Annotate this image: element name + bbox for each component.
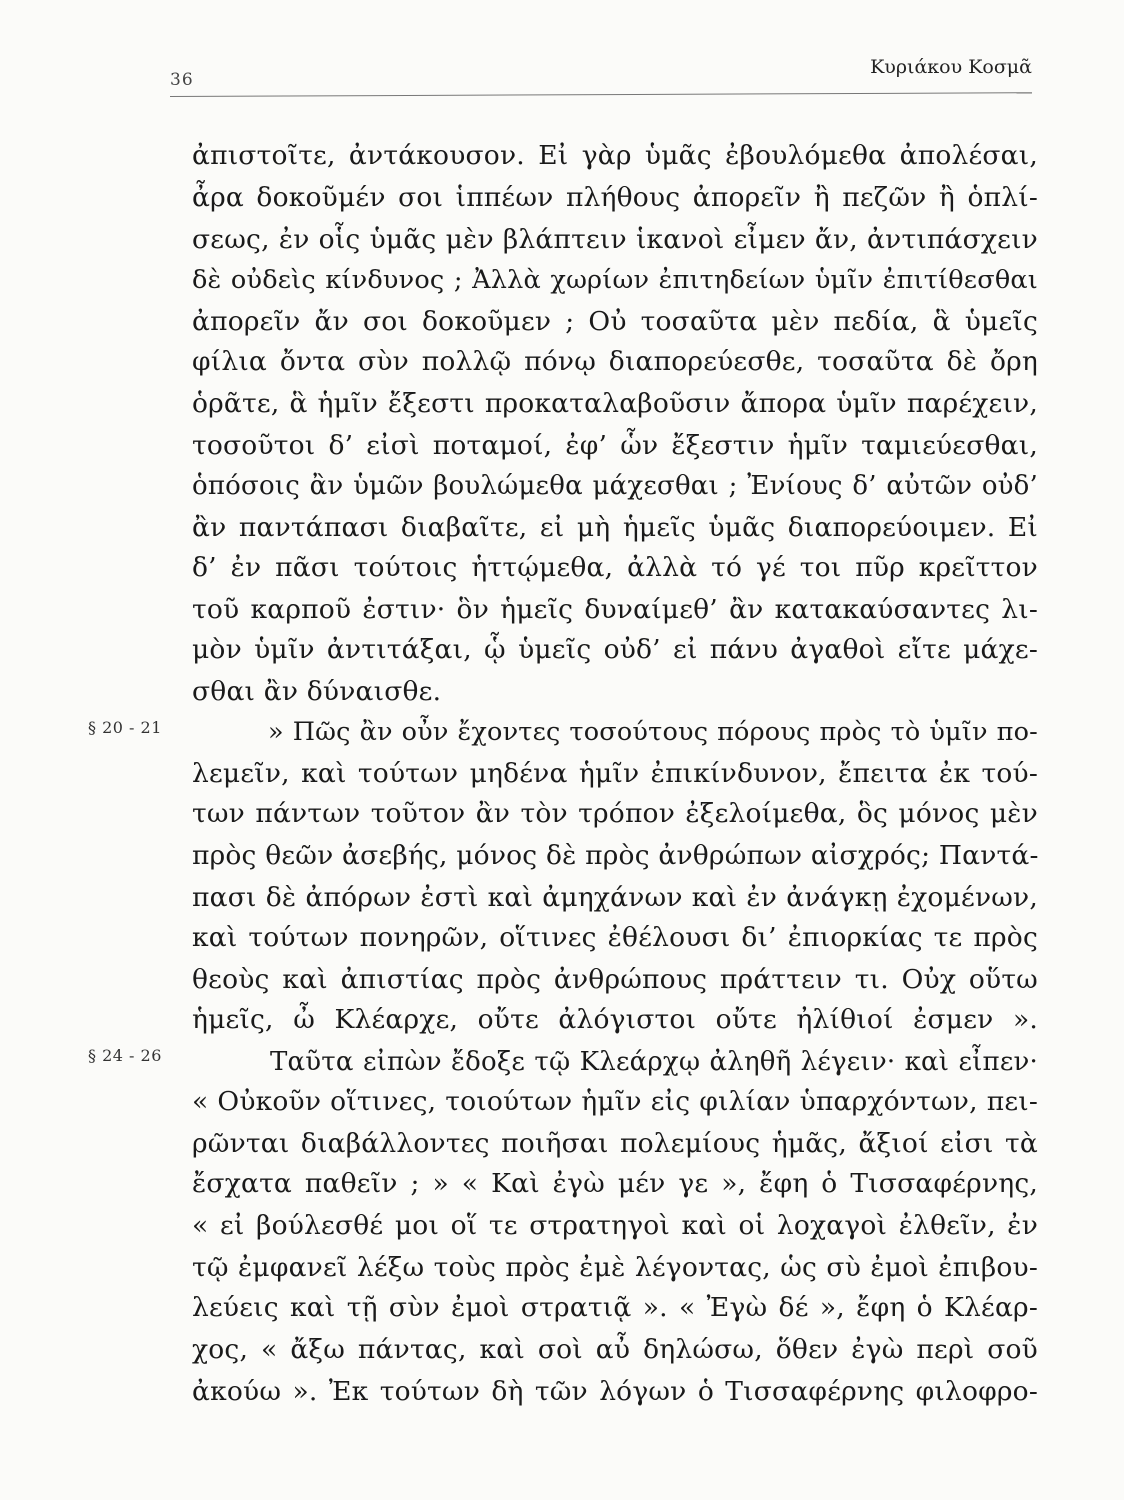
text-line: τοῦ καρποῦ ἐστιν· ὃν ἡμεῖς δυναίμεθ’ ἂν κατακαύσαντες λι-	[192, 594, 1038, 625]
text-line: ἀπιστοῖτε, ἀντάκουσον. Εἰ γὰρ ὑμᾶς ἐβουλόμεθα ἀπολέσαι,	[192, 140, 1038, 171]
text-line: πρὸς θεῶν ἀσεβής, μόνος δὲ πρὸς ἀνθρώπων αἰσχρός; Παντά-	[192, 840, 1039, 871]
text-line: ρῶνται διαβάλλοντες ποιῆσαι πολεμίους ἡμᾶς, ἄξιοί εἰσι τὰ	[192, 1128, 1038, 1159]
text-line: σεως, ἐν οἷς ὑμᾶς μὲν βλάπτειν ἱκανοὶ εἶμεν ἄν, ἀντιπάσχειν	[192, 224, 1038, 255]
text-line: ἡμεῖς, ὦ Κλέαρχε, οὔτε ἀλόγιστοι οὔτε ἠλίθιοί ἐσμεν ».	[192, 1004, 1038, 1035]
text-line: δ’ ἐν πᾶσι τούτοις ἡττῴμεθα, ἀλλὰ τό γέ τοι πῦρ κρεῖττον	[192, 552, 1038, 583]
text-line: των πάντων τοῦτον ἂν τὸν τρόπον ἐξελοίμεθα, ὃς μόνος μὲν	[192, 798, 1038, 829]
text-line: λεμεῖν, καὶ τούτων μηδένα ἡμῖν ἐπικίνδυνον, ἔπειτα ἐκ τού-	[192, 758, 1038, 789]
text-line: Ταῦτα εἰπὼν ἔδοξε τῷ Κλεάρχῳ ἀληθῆ λέγειν· καὶ εἶπεν·	[270, 1047, 1038, 1077]
running-head: Κυριάκου Κοσμᾶ	[870, 56, 1032, 78]
text-line: φίλια ὄντα σὺν πολλῷ πόνῳ διαπορεύεσθε, τοσαῦτα δὲ ὄρη	[192, 346, 1038, 377]
text-line: ἆρα δοκοῦμέν σοι ἱππέων πλήθους ἀπορεῖν ἢ πεζῶν ἢ ὁπλί-	[192, 182, 1038, 213]
text-line: τοσοῦτοι δ’ εἰσὶ ποταμοί, ἐφ’ ὧν ἔξεστιν ἡμῖν ταμιεύεσθαι,	[192, 430, 1038, 461]
text-line: λεύεις καὶ τῇ σὺν ἐμοὶ στρατιᾷ ». « Ἐγὼ δέ », ἔφη ὁ Κλέαρ-	[192, 1292, 1038, 1323]
text-line: ὁρᾶτε, ἃ ἡμῖν ἔξεστι προκαταλαβοῦσιν ἄπορα ὑμῖν παρέχειν,	[192, 388, 1038, 419]
header-rule	[170, 92, 1032, 97]
text-line: ὁπόσοις ἂν ὑμῶν βουλώμεθα μάχεσθαι ; Ἐνίους δ’ αὐτῶν οὐδ’	[192, 471, 1038, 501]
text-line: σθαι ἂν δύναισθε.	[192, 676, 442, 707]
text-line: καὶ τούτων πονηρῶν, οἵτινες ἐθέλουσι δι’ ἐπιορκίας τε πρὸς	[192, 922, 1038, 953]
text-line: ἀπορεῖν ἄν σοι δοκοῦμεν ; Οὐ τοσαῦτα μὲν πεδία, ἃ ὑμεῖς	[192, 306, 1038, 337]
page-header	[0, 0, 1124, 110]
text-line: « εἰ βούλεσθέ μοι οἵ τε στρατηγοὶ καὶ οἱ λοχαγοὶ ἐλθεῖν, ἐν	[192, 1210, 1038, 1241]
text-line: « Οὐκοῦν οἵτινες, τοιούτων ἡμῖν εἰς φιλίαν ὑπαρχόντων, πει-	[192, 1086, 1038, 1117]
text-line: χος, « ἄξω πάντας, καὶ σοὶ αὖ δηλώσω, ὅθεν ἐγὼ περὶ σοῦ	[192, 1334, 1038, 1365]
page-number: 36	[170, 70, 194, 90]
text-line: δὲ οὐδεὶς κίνδυνος ; Ἀλλὰ χωρίων ἐπιτηδείων ὑμῖν ἐπιτίθεσθαι	[192, 265, 1038, 295]
text-line: τῷ ἐμφανεῖ λέξω τοὺς πρὸς ἐμὲ λέγοντας, ὡς σὺ ἐμοὶ ἐπιβου-	[192, 1252, 1038, 1283]
text-line: ἂν παντάπασι διαβαῖτε, εἰ μὴ ἡμεῖς ὑμᾶς διαπορεύοιμεν. Εἰ	[192, 512, 1038, 543]
text-line: ἀκούω ». Ἐκ τούτων δὴ τῶν λόγων ὁ Τισσαφέρνης φιλοφρο-	[192, 1376, 1038, 1407]
margin-section-ref: § 20 - 21	[88, 718, 162, 737]
text-line: πασι δὲ ἀπόρων ἐστὶ καὶ ἀμηχάνων καὶ ἐν ἀνάγκῃ ἐχομένων,	[192, 882, 1038, 913]
text-line: θεοὺς καὶ ἀπιστίας πρὸς ἀνθρώπους πράττειν τι. Οὐχ οὕτω	[192, 964, 1038, 995]
text-line: » Πῶς ἂν οὖν ἔχοντες τοσούτους πόρους πρὸς τὸ ὑμῖν πο-	[268, 717, 1038, 747]
text-line: μὸν ὑμῖν ἀντιτάξαι, ᾧ ὑμεῖς οὐδ’ εἰ πάνυ ἀγαθοὶ εἴτε μάχε-	[192, 634, 1038, 665]
text-line: ἔσχατα παθεῖν ; » « Καὶ ἐγὼ μέν γε », ἔφη ὁ Τισσαφέρνης,	[192, 1168, 1038, 1199]
margin-section-ref: § 24 - 26	[88, 1046, 162, 1065]
